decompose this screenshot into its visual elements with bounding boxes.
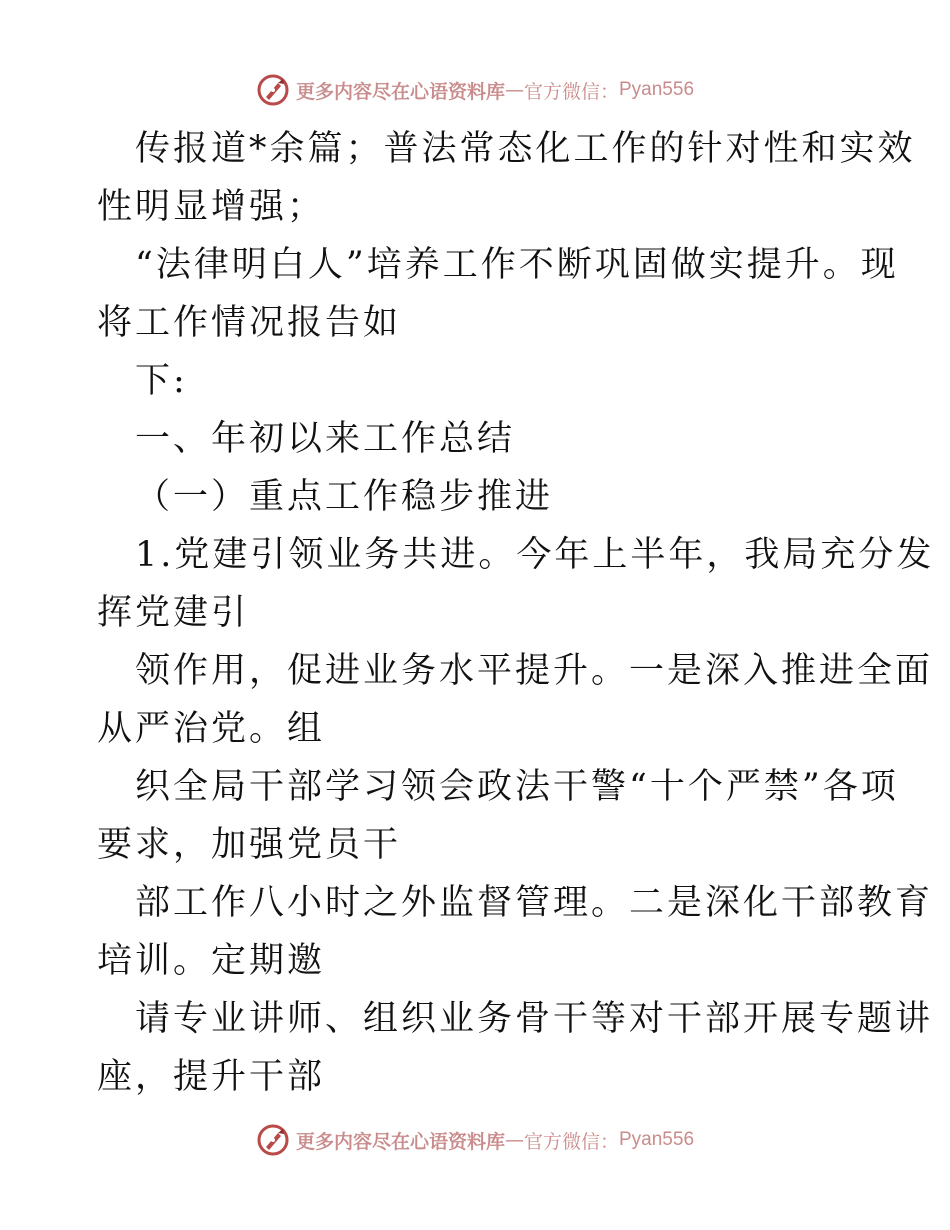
- banner-text: 更多内容尽在心语资料库: [295, 80, 505, 103]
- banner-text: 更多内容尽在心语资料库: [295, 1130, 505, 1153]
- body-line: 要求，加强党员干: [97, 825, 402, 865]
- body-line: 请专业讲师、组织业务骨干等对干部开展专题讲: [135, 999, 934, 1039]
- banner-wechat-label: 官方微信：: [523, 80, 619, 103]
- body-line: 下:: [135, 361, 188, 401]
- body-line: 织全局干部学习领会政法干警“十个严禁”各项: [135, 767, 899, 807]
- header-banner: [0, 68, 950, 112]
- banner-separator: —: [504, 1129, 524, 1151]
- pen-nib-logo-icon: [256, 73, 290, 107]
- body-line: 挥党建引: [97, 593, 250, 633]
- pen-nib-logo-icon: [256, 1123, 290, 1157]
- body-line: 1.党建引领业务共进。今年上半年，我局充分发: [135, 535, 935, 575]
- banner-separator: —: [504, 79, 524, 101]
- banner-wechat-id: Pyan556: [619, 1129, 695, 1150]
- section-heading: 一、年初以来工作总结: [135, 419, 516, 459]
- footer-banner: [0, 1118, 950, 1162]
- body-line: 领作用，促进业务水平提升。一是深入推进全面: [135, 651, 934, 691]
- body-line: 部工作八小时之外监督管理。二是深化干部教育: [135, 883, 934, 923]
- body-line: 座，提升干部: [97, 1057, 326, 1097]
- body-line: 性明显增强；: [97, 187, 326, 227]
- banner-wechat-label: 官方微信：: [523, 1130, 619, 1153]
- banner-wechat-id: Pyan556: [619, 79, 695, 100]
- subsection-heading: （一）重点工作稳步推进: [135, 477, 554, 517]
- body-line: 将工作情况报告如: [97, 303, 402, 343]
- body-line: 传报道*余篇；普法常态化工作的针对性和实效: [135, 129, 916, 169]
- body-line: “法律明白人”培养工作不断巩固做实提升。现: [135, 245, 899, 285]
- body-line: 从严治党。组: [97, 709, 326, 749]
- body-line: 培训。定期邀: [97, 941, 326, 981]
